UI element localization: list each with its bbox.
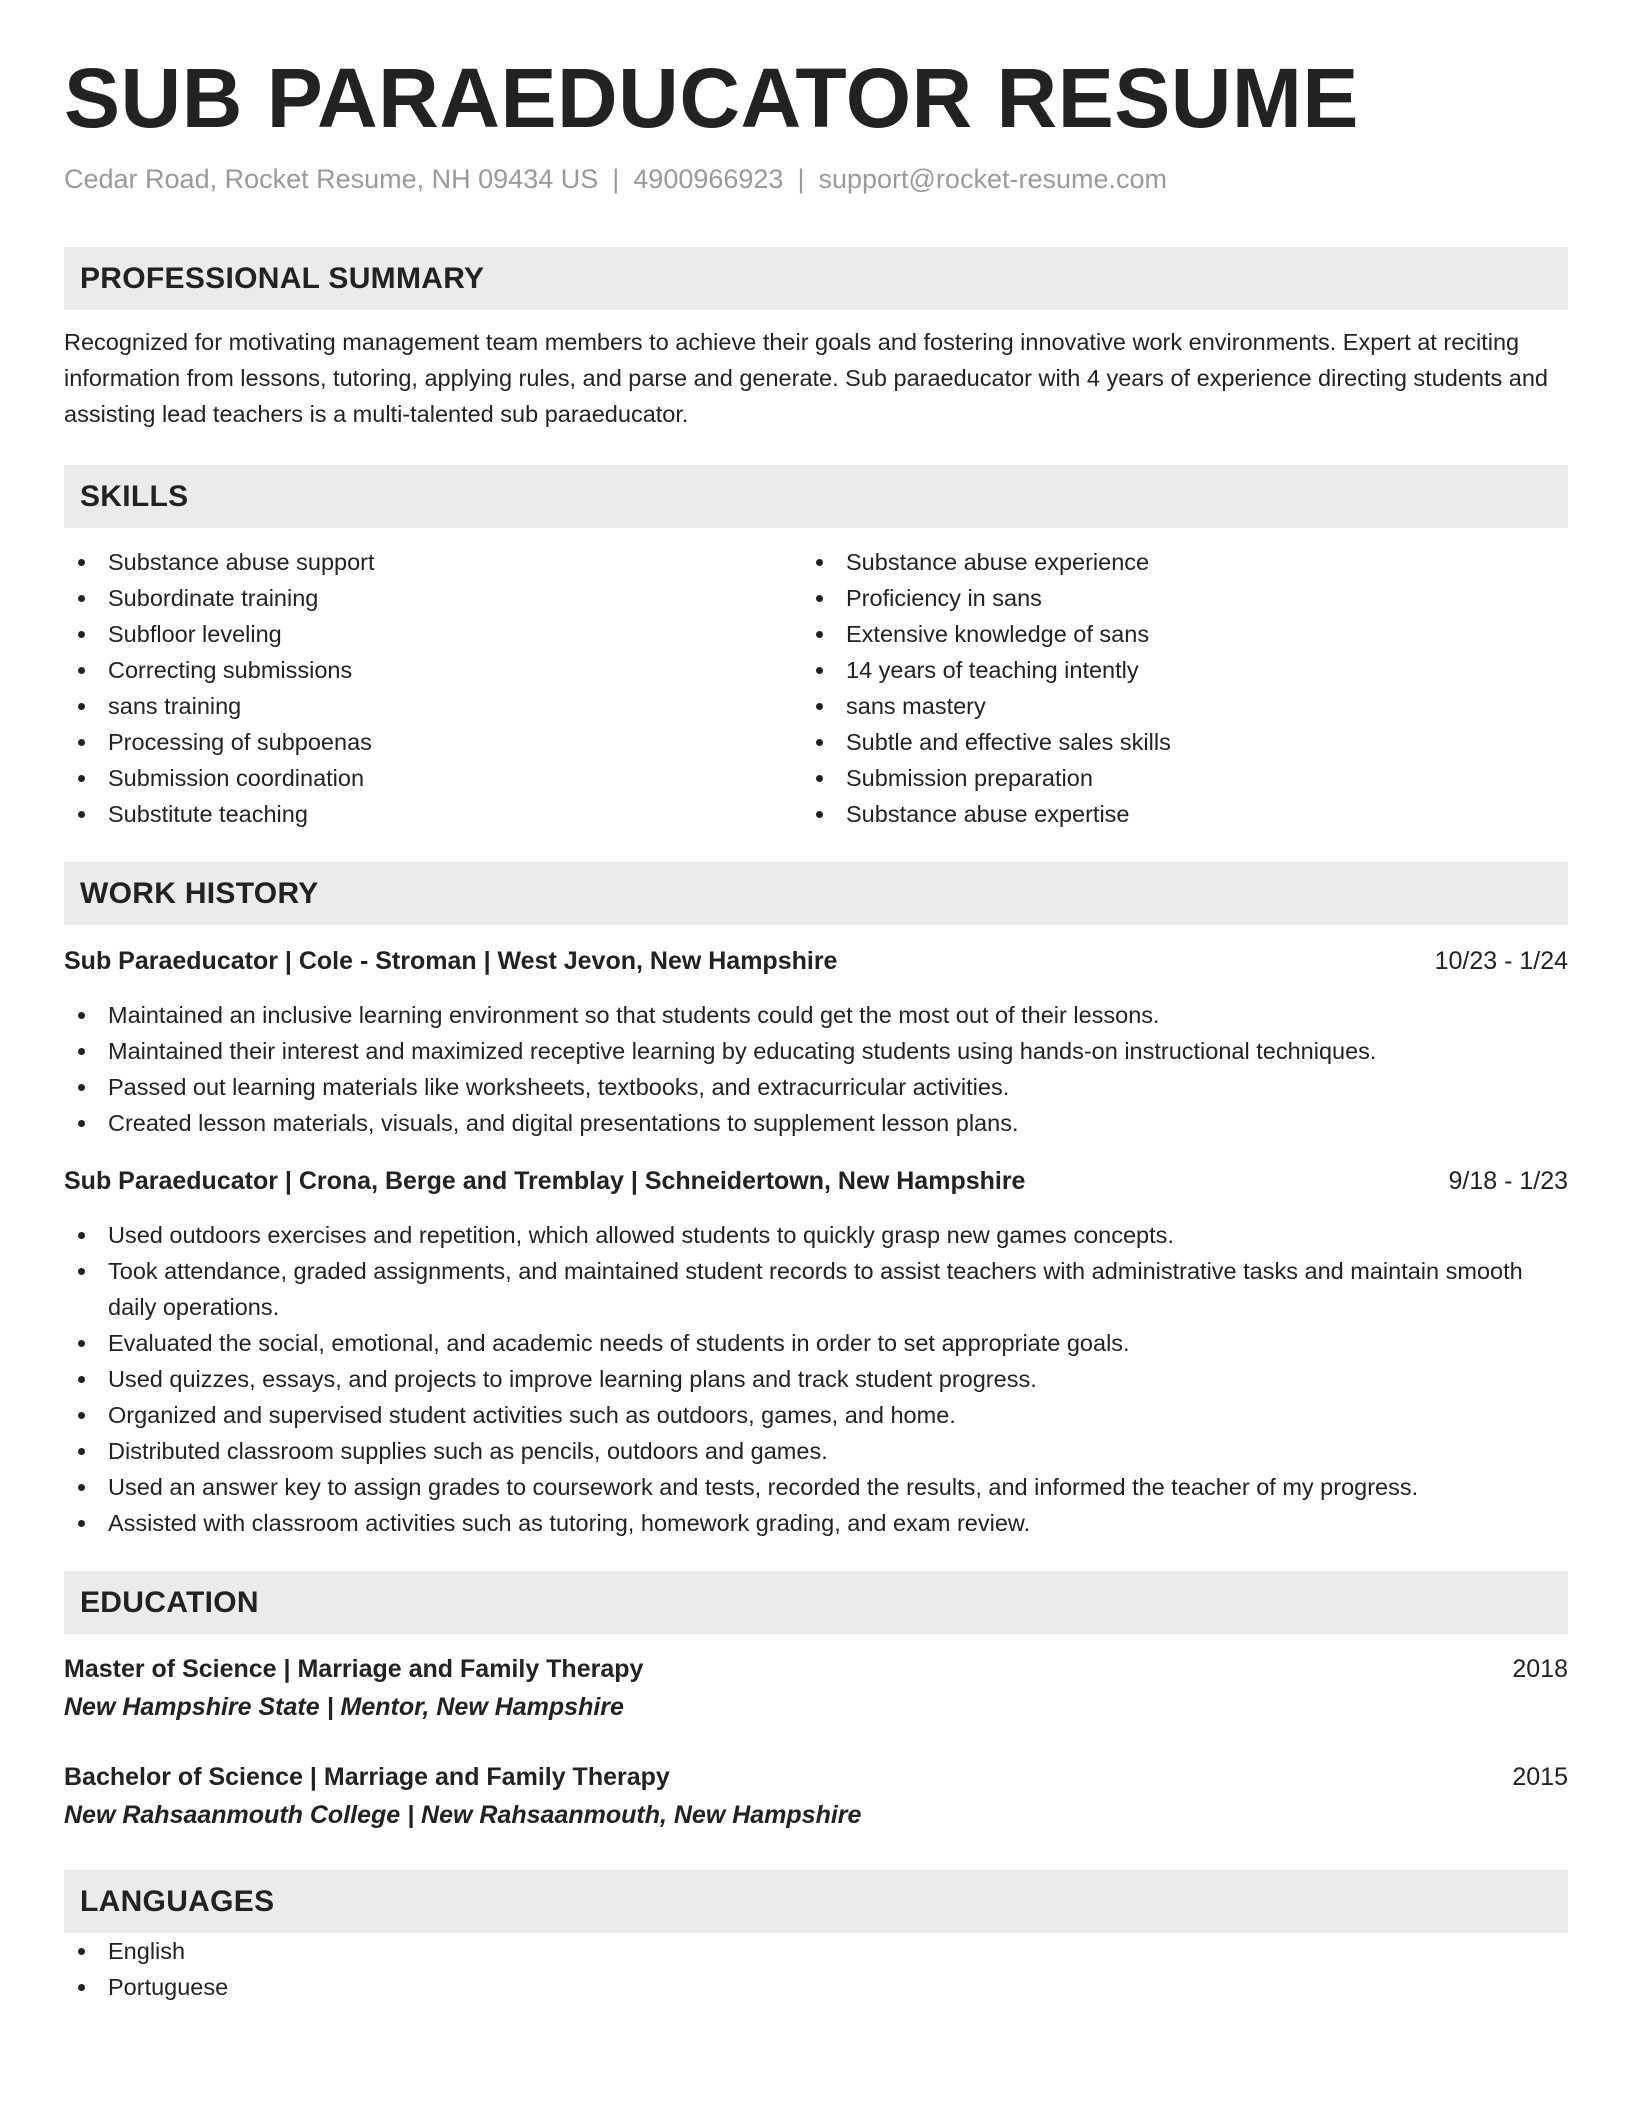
work-header — [64, 862, 1568, 925]
language-item: English — [64, 1933, 1568, 1969]
job-bullet: Distributed classroom supplies such as pencils, outdoors and games. — [64, 1433, 1568, 1469]
skill-item: Substance abuse experience — [802, 544, 1540, 580]
contact-separator: | — [797, 164, 805, 195]
education-header — [64, 1571, 1568, 1634]
education-heading-row — [64, 1758, 1568, 1796]
skill-item: Substance abuse support — [64, 544, 802, 580]
languages-list — [64, 1933, 1568, 2005]
education-entry — [64, 1758, 1568, 1834]
education-heading-row — [64, 1650, 1568, 1688]
skill-item: Correcting submissions — [64, 652, 802, 688]
contact-phone: 4900966923 — [633, 164, 784, 195]
skills-title: SKILLS — [80, 479, 189, 513]
contact-email: support@rocket-resume.com — [818, 164, 1167, 195]
job-bullet: Maintained an inclusive learning environment so that students could get the most out of their lessons. — [64, 997, 1568, 1033]
education-year: 2018 — [1512, 1655, 1568, 1684]
education-section — [64, 1571, 1568, 1834]
skill-item: Processing of subpoenas — [64, 724, 802, 760]
education-title: EDUCATION — [80, 1585, 259, 1619]
summary-title: PROFESSIONAL SUMMARY — [80, 261, 485, 295]
education-school: New Hampshire State | Mentor, New Hampshire — [64, 1693, 624, 1722]
skill-item: Substance abuse expertise — [802, 796, 1540, 832]
job-bullet: Passed out learning materials like worksheets, textbooks, and extracurricular activities. — [64, 1069, 1568, 1105]
job-bullets — [64, 1217, 1568, 1541]
job-bullet: Used quizzes, essays, and projects to improve learning plans and track student progress. — [64, 1361, 1568, 1397]
skill-item: Substitute teaching — [64, 796, 802, 832]
job-bullet: Assisted with classroom activities such as tutoring, homework grading, and exam review. — [64, 1505, 1568, 1541]
skill-item: Subtle and effective sales skills — [802, 724, 1540, 760]
skill-item: sans mastery — [802, 688, 1540, 724]
job-dates: 10/23 - 1/24 — [1434, 947, 1568, 976]
skills-column-left — [64, 544, 802, 832]
job-bullet: Used outdoors exercises and repetition, which allowed students to quickly grasp new games concepts. — [64, 1217, 1568, 1253]
work-section — [64, 862, 1568, 1541]
education-degree: Master of Science | Marriage and Family Therapy — [64, 1655, 644, 1684]
languages-title: LANGUAGES — [80, 1884, 275, 1918]
job-bullet: Created lesson materials, visuals, and digital presentations to supplement lesson plans. — [64, 1105, 1568, 1141]
skill-item: Submission coordination — [64, 760, 802, 796]
job-heading: Sub Paraeducator | Crona, Berge and Tremblay | Schneidertown, New Hampshire — [64, 1167, 1026, 1196]
job-dates: 9/18 - 1/23 — [1448, 1167, 1568, 1196]
languages-section — [64, 1870, 1568, 2005]
education-degree: Bachelor of Science | Marriage and Family Therapy — [64, 1763, 670, 1792]
skills-grid — [64, 544, 1568, 832]
job-bullets — [64, 997, 1568, 1141]
skill-item: Extensive knowledge of sans — [802, 616, 1540, 652]
skill-item: Proficiency in sans — [802, 580, 1540, 616]
work-title: WORK HISTORY — [80, 876, 319, 910]
skill-item: Submission preparation — [802, 760, 1540, 796]
education-entry — [64, 1650, 1568, 1726]
skill-item: Subfloor leveling — [64, 616, 802, 652]
languages-header — [64, 1870, 1568, 1933]
contact-separator: | — [612, 164, 620, 195]
job-bullet: Took attendance, graded assignments, and maintained student records to assist teachers with administrative tasks and maintain smooth daily operations. — [64, 1253, 1568, 1325]
job-entry — [64, 1163, 1568, 1541]
skill-item: 14 years of teaching intently — [802, 652, 1540, 688]
skill-item: Subordinate training — [64, 580, 802, 616]
skills-header — [64, 465, 1568, 528]
job-entry — [64, 943, 1568, 1141]
contact-line — [64, 162, 1568, 197]
language-item: Portuguese — [64, 1969, 1568, 2005]
job-bullet: Evaluated the social, emotional, and academic needs of students in order to set appropriate goals. — [64, 1325, 1568, 1361]
job-bullet: Used an answer key to assign grades to coursework and tests, recorded the results, and informed the teacher of my progress. — [64, 1469, 1568, 1505]
education-year: 2015 — [1512, 1763, 1568, 1792]
job-heading-row — [64, 943, 1568, 979]
contact-address: Cedar Road, Rocket Resume, NH 09434 US — [64, 164, 599, 195]
resume-title: SUB PARAEDUCATOR RESUME — [64, 51, 1359, 145]
summary-text: Recognized for motivating management team members to achieve their goals and fostering innovative work environments. Expert at reciting information from lessons, tutoring, applying rules, and parse and generate. Sub paraeducator with 4 years of experience directing students and assisting lead teachers is a multi-talented sub paraeducator. — [64, 329, 1548, 428]
job-bullet: Organized and supervised student activities such as outdoors, games, and home. — [64, 1397, 1568, 1433]
job-heading-row — [64, 1163, 1568, 1199]
job-heading: Sub Paraeducator | Cole - Stroman | West Jevon, New Hampshire — [64, 947, 838, 976]
skills-section — [64, 465, 1568, 832]
education-school: New Rahsaanmouth College | New Rahsaanmouth, New Hampshire — [64, 1801, 862, 1830]
skills-column-right — [802, 544, 1540, 832]
skill-item: sans training — [64, 688, 802, 724]
summary-header — [64, 247, 1568, 310]
summary-section — [64, 247, 1568, 432]
job-bullet: Maintained their interest and maximized receptive learning by educating students using hands-on instructional techniques. — [64, 1033, 1568, 1069]
